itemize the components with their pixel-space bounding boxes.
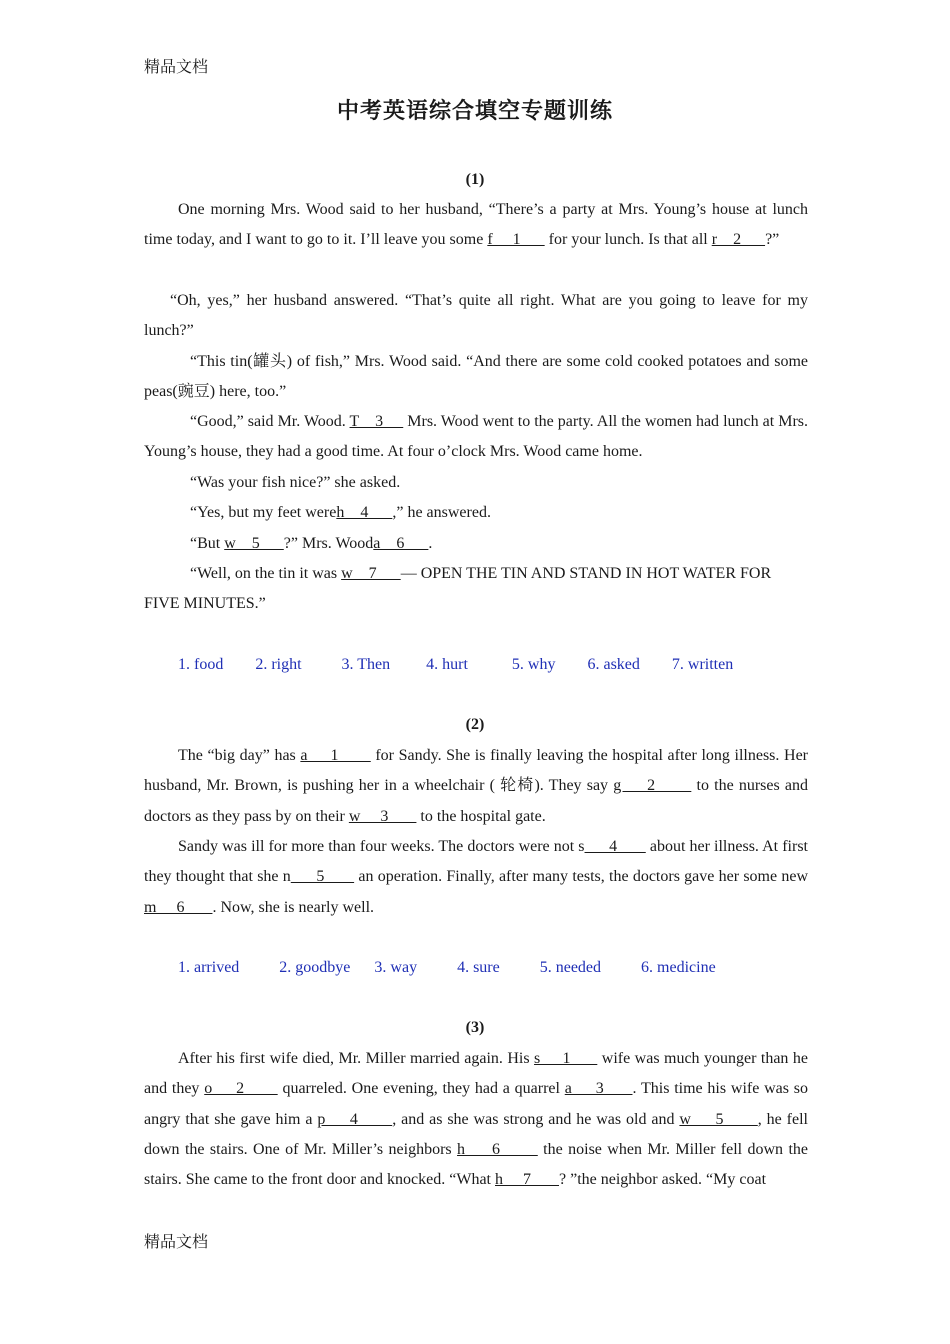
blank-4: 4 — [584, 838, 646, 855]
page-header: 精品文档 — [144, 59, 209, 76]
blank-5: 5 — [290, 868, 355, 886]
blank-4: p 4 — [317, 1110, 393, 1128]
blank-3: w 3 — [348, 807, 417, 825]
s1-paragraph-7: “But w 5 ?” Mrs. Wooda 6 . — [190, 535, 433, 552]
blank-7: h 7 — [495, 1171, 559, 1189]
s1-paragraph-6: “Yes, but my feet wereh 4 ,” he answered. — [190, 504, 491, 521]
s3-paragraph-1: After his first wife died, Mr. Miller married again. His s 1 wife was much younger than he and they o 2 quarreled. One evening, they had a quarrel a 3 . This time his wife was so angry that she gave him a p 4 , and as she was strong and he was old and w 5 , he fell down the stairs. One of Mr. Miller’s neighbors h 6 the noise when Mr. Miller fell down the stairs. She came to the front door and knocked. “What h 7 ? ”the neighbor asked. “My coat — [144, 1050, 809, 1189]
blank-2: r 2 — [711, 231, 766, 249]
s1-paragraph-1: One morning Mrs. Wood said to her husband, “There’s a party at Mrs. Young’s house at lunch time today, and I want to go to it. I’ll leave you some f 1 for your lunch. Is that all r 2 ?” — [144, 201, 808, 249]
s1-paragraph-3: “This tin(罐头) of fish,” Mrs. Wood said. “And there are some cold cooked potatoes and some peas(豌豆) here, too.” — [144, 353, 808, 401]
s1-answer-key: 1. food 2. right 3. Then 4. hurt 5. why 6. asked 7. written — [178, 656, 734, 673]
s1-paragraph-5: “Was your fish nice?” she asked. — [190, 474, 401, 491]
blank-6: h 6 — [457, 1140, 538, 1158]
blank-1: a 1 — [300, 747, 371, 764]
section-2-label: (2) — [465, 716, 485, 733]
blank-1: f 1 — [487, 231, 545, 249]
s1-paragraph-2: “Oh, yes,” her husband answered. “That’s quite all right. What are you going to leave for my lunch?” — [144, 292, 808, 340]
blank-7: w 7 — [341, 565, 401, 582]
page-footer: 精品文档 — [144, 1234, 209, 1251]
document-title: 中考英语综合填空专题训练 — [336, 98, 613, 123]
blank-3: T 3 — [349, 413, 404, 430]
section-3-label: (3) — [465, 1019, 485, 1036]
s2-answer-key: 1. arrived 2. goodbye 3. way 4. sure 5. needed 6. medicine — [178, 959, 716, 976]
blank-5: w 5 — [679, 1110, 758, 1128]
blank-1: s 1 — [534, 1050, 598, 1067]
blank-3: a 3 — [564, 1080, 633, 1098]
blank-5: w 5 — [224, 535, 284, 552]
s2-paragraph-1: The “big day” has a 1 for Sandy. She is finally leaving the hospital after long illness. Her husband, Mr. Brown, is pushing her in a wheelchair ( 轮椅). They say g 2 to the nurses and doctors as they pass by on their w 3 to the hospital gate. — [144, 747, 808, 825]
s1-paragraph-8: “Well, on the tin it was w 7 — OPEN THE TIN AND STAND IN HOT WATER FOR FIVE MINUTES.” — [144, 565, 772, 613]
blank-2: g 2 — [613, 777, 692, 795]
s2-paragraph-2: Sandy was ill for more than four weeks. The doctors were not s 4 about her illness. At first they thought that she n 5 an operation. Finally, after many tests, the doctors gave her some new m 6 . Now, she is nearly well. — [144, 838, 809, 916]
blank-6: a 6 — [373, 535, 429, 552]
blank-2: o 2 — [204, 1080, 278, 1098]
section-1-label: (1) — [465, 171, 485, 188]
blank-4: h 4 — [336, 504, 393, 521]
blank-6: m 6 — [144, 898, 213, 916]
s1-paragraph-4: “Good,” said Mr. Wood. T 3 Mrs. Wood went to the party. All the women had lunch at Mrs. Young’s house, they had a good time. At four o’clock Mrs. Wood came home. — [144, 413, 808, 461]
